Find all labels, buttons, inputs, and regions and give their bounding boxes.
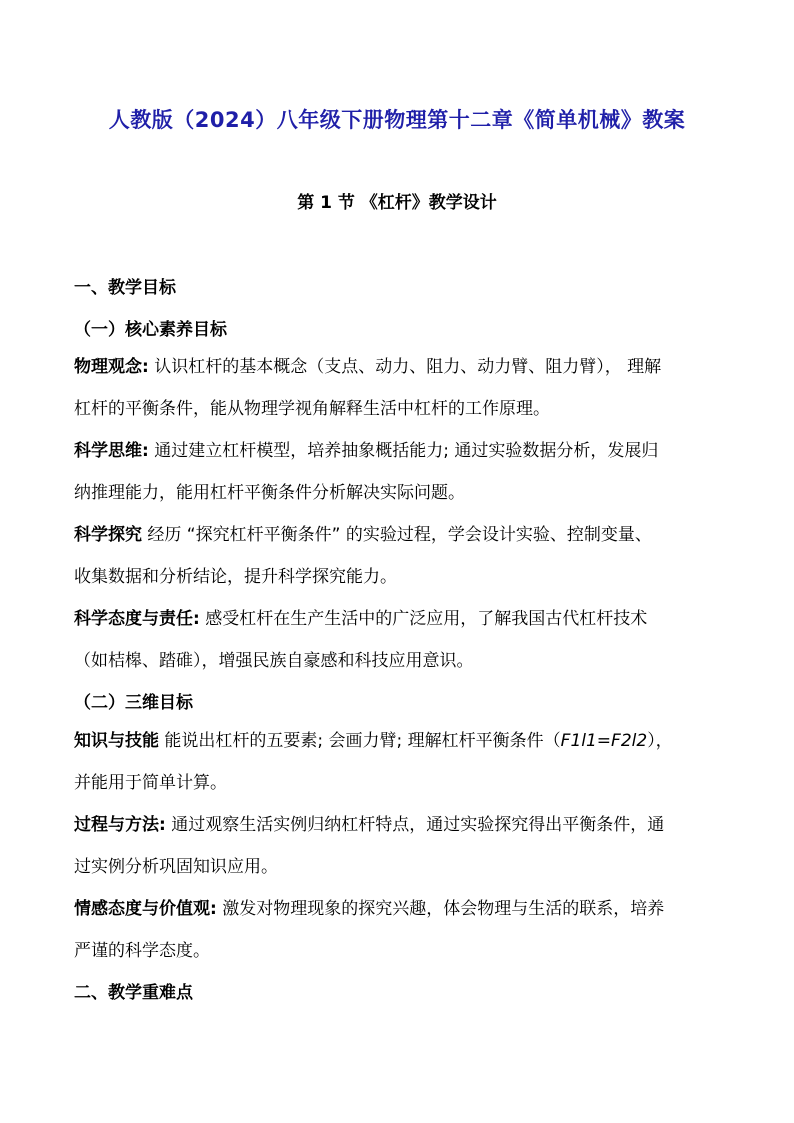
section-title: 第 1 节 《杠杆》教学设计 <box>297 193 497 213</box>
document-title: 人教版（2024）八年级下册物理第十二章《简单机械》教案 <box>108 108 686 132</box>
balance-formula: F1l1=F2l2 <box>560 731 648 751</box>
objective-text-end: ）， <box>647 731 673 751</box>
objective-scientific-thinking <box>74 430 734 514</box>
objective-text: 感受杠杆在生产生活中的广泛应用，了解我国古代杠杆技术 <box>205 609 648 629</box>
objective-text: 认识杠杆的基本概念（支点、动力、阻力、动力臂、阻力臂）， 理解 <box>154 357 662 377</box>
objective-text: 经历 “探究杠杆平衡条件” 的实验过程，学会设计实验、控制变量、 <box>147 525 652 545</box>
objective-text-continued: 杠杆的平衡条件，能从物理学视角解释生活中杠杆的工作原理。 <box>74 399 550 419</box>
heading-teaching-objectives: 一、教学目标 <box>74 278 176 298</box>
objective-label: 知识与技能 <box>74 731 159 751</box>
objective-label: 科学思维: <box>74 441 149 461</box>
objective-physics-concept <box>74 346 734 430</box>
objective-label: 过程与方法: <box>74 815 166 835</box>
objective-text-continued: 严谨的科学态度。 <box>74 941 210 961</box>
objective-label: 科学态度与责任: <box>74 609 200 629</box>
objective-process-methods <box>74 804 734 888</box>
objective-text: 通过观察生活实例归纳杠杆特点，通过实验探究得出平衡条件，通 <box>171 815 665 835</box>
objective-emotions-values <box>74 888 734 972</box>
objective-label: 科学探究 <box>74 525 142 545</box>
objective-text-continued: （如桔槔、踏碓），增强民族自豪感和科技应用意识。 <box>74 651 474 671</box>
objective-text: 激发对物理现象的探究兴趣，体会物理与生活的联系，培养 <box>222 899 665 919</box>
subheading-three-dimensional-objectives: （二）三维目标 <box>74 693 193 713</box>
objective-scientific-attitude <box>74 598 734 682</box>
objective-label: 情感态度与价值观: <box>74 899 217 919</box>
objective-text-continued: 纳推理能力，能用杠杆平衡条件分析解决实际问题。 <box>74 483 465 503</box>
objective-text-continued: 过实例分析巩固知识应用。 <box>74 857 278 877</box>
objective-knowledge-skills <box>74 720 734 804</box>
objective-label: 物理观念: <box>74 357 149 377</box>
subheading-core-competency-objectives: （一）核心素养目标 <box>74 320 227 340</box>
objective-line <box>74 720 734 762</box>
objective-text: 能说出杠杆的五要素; 会画力臂; 理解杠杆平衡条件（ <box>164 731 561 751</box>
objective-text-continued: 并能用于简单计算。 <box>74 773 227 793</box>
objective-line <box>74 514 734 556</box>
objective-text: 通过建立杠杆模型，培养抽象概括能力; 通过实验数据分析，发展归 <box>154 441 659 461</box>
objective-line <box>74 346 734 388</box>
objective-line <box>74 888 734 930</box>
heading-key-difficult-points: 二、教学重难点 <box>74 983 193 1003</box>
objective-text-continued: 收集数据和分析结论，提升科学探究能力。 <box>74 567 397 587</box>
objective-line <box>74 598 734 640</box>
objective-line <box>74 430 734 472</box>
objective-scientific-inquiry <box>74 514 734 598</box>
objective-line <box>74 804 734 846</box>
